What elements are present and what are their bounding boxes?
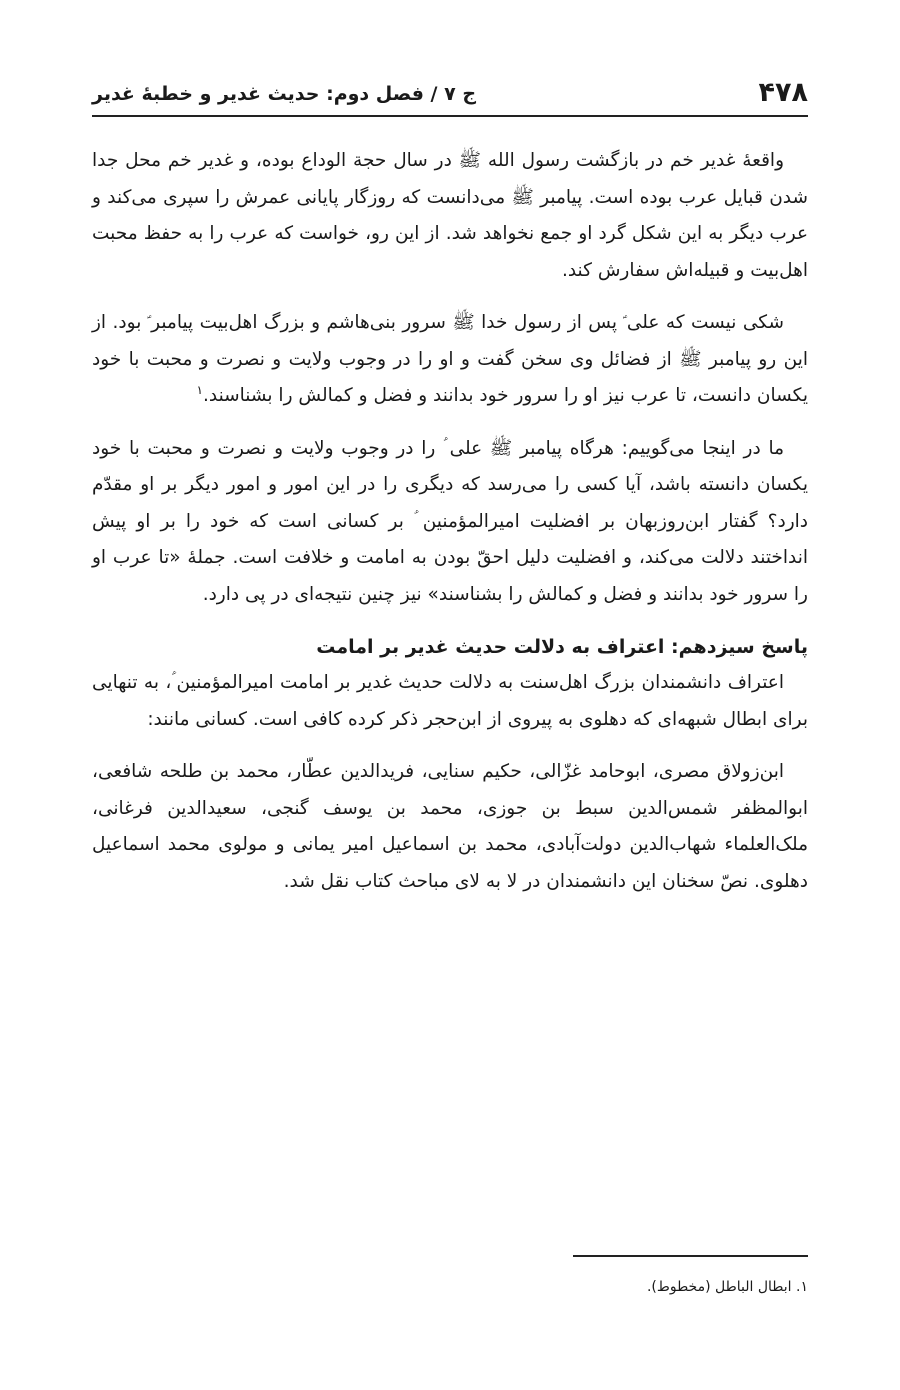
footnote-reference[interactable]: ۱: [196, 382, 203, 397]
page-number: ۴۷۸: [758, 77, 808, 108]
paragraph: [92, 305, 808, 415]
running-header: [92, 62, 808, 112]
body-text: [92, 143, 808, 916]
paragraph: اعتراف دانشمندان بزرگ اهل‌سنت به دلالت حدیث غدیر بر امامت امیرالمؤمنین ؑ، به تنهایی برای ابطال شبهه‌ای که دهلوی به پیروی از ابن‌حجر ذکر کرده کافی است. کسانی مانند:: [92, 672, 808, 730]
paragraph-text: شکی نیست که علی ؑ پس از رسول خدا ﷺ سرور بنی‌هاشم و بزرگ اهل‌بیت پیامبر ؑ بود. از این رو پیامبر ﷺ از فضائل وی سخن گفت و او را در وجوب ولایت و نصرت و محبت با خود یکسان دانست، تا عرب نیز او را سرور خود بدانند و فضل و کمالش را بشناسند.: [92, 312, 808, 406]
paragraph: ابن‌زولاق مصری، ابوحامد غزّالی، حکیم سنایی، فریدالدین عطّار، محمد بن طلحه شافعی، ابوالمظفر شمس‌الدین سبط بن جوزی، محمد بن یوسف گنجی، سعیدالدین فرغانی، ملک‌العلماء شهاب‌الدین دولت‌آبادی، محمد بن اسماعیل امیر یمانی و مولوی محمد اسماعیل دهلوی. نصّ سخنان این دانشمندان در لا به لای مباحث کتاب نقل شد.: [92, 761, 808, 892]
footnote-divider: [573, 1255, 808, 1257]
paragraph: واقعهٔ غدیر خم در بازگشت رسول الله ﷺ در سال حجة الوداع بوده، و غدیر خم محل جدا شدن قبایل عرب بوده است. پیامبر ﷺ می‌دانست که روزگار پایانی عمرش را سپری می‌کند و عرب دیگر به این شکل گرد او جمع نخواهد شد. از این رو، خواست که عرب را به حفظ محبت اهل‌بیت و قبیله‌اش سفارش کند.: [92, 150, 808, 281]
header-divider: [92, 115, 808, 117]
paragraph: ما در اینجا می‌گوییم: هرگاه پیامبر ﷺ علی ؑ را در وجوب ولایت و نصرت و محبت با خود یکسان دانسته باشد، آیا کسی را می‌رسد که دیگری را در این امور و امور دیگر بر او مقدّم دارد؟ گفتار ابن‌روزبهان بر افضلیت امیرالمؤمنین ؑ بر کسانی است که خود را بر او پیش انداختند دلالت می‌کند، و افضلیت دلیل احقّ بودن به امامت و خلافت است. جملهٔ «تا عرب او را سرور خود بدانند و فضل و کمالش را بشناسند» نیز چنین نتیجه‌ای در پی دارد.: [92, 437, 808, 605]
footnote: ۱. ابطال الباطل (مخطوط).: [646, 1279, 808, 1295]
running-title: ج ۷ / فصل دوم: حدیث غدیر و خطبهٔ غدیر: [92, 83, 477, 105]
section-heading: پاسخ سیزدهم: اعتراف به دلالت حدیث غدیر بر امامت: [316, 636, 808, 658]
